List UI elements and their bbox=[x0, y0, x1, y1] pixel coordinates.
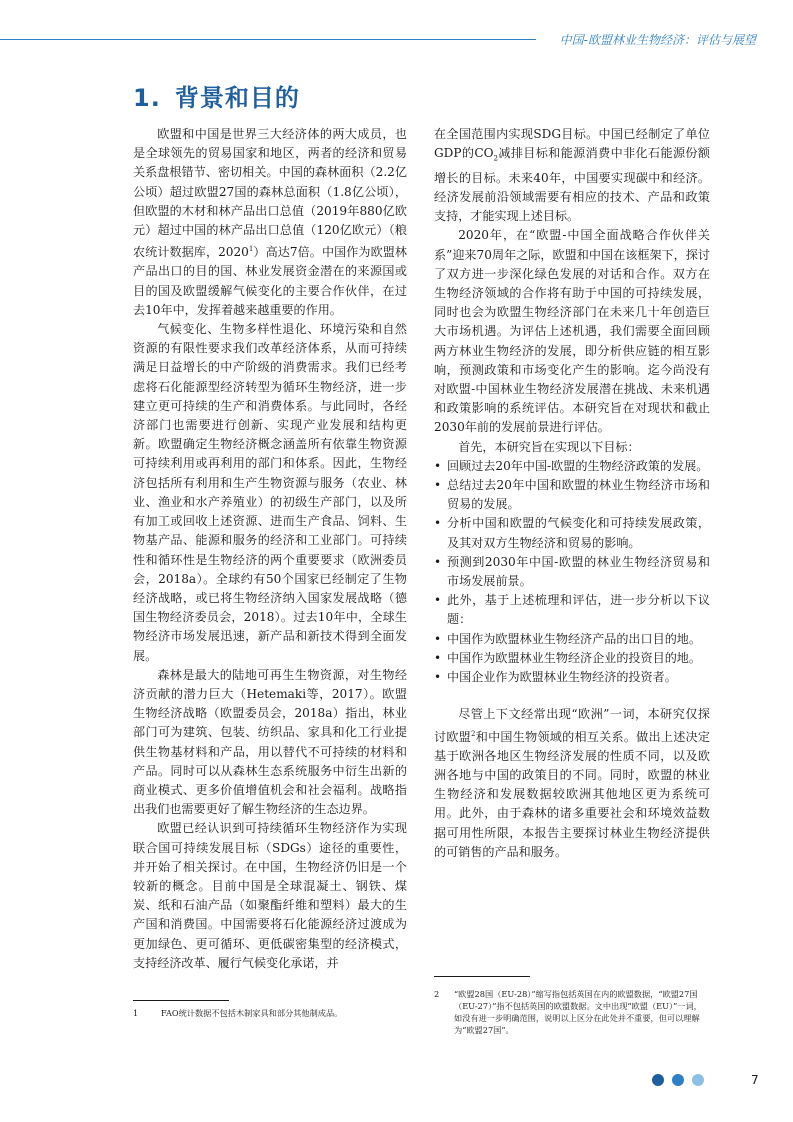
section-title-text: 背景和目的 bbox=[174, 84, 300, 112]
paragraph: 在全国范围内实现SDG目标。中国已经制定了单位GDP的$CO_2$减排目标和能源消费中非化石能源份额增长的目标。未来40年，中国要实现碳中和经济。经济发展前沿领域需要有相应的技术、产品和政策支持，才能实现上述目标。 bbox=[434, 127, 710, 224]
bullet-icon: • bbox=[434, 593, 442, 608]
footnote-ref-1: 1 bbox=[248, 245, 254, 254]
footnote-1: 1 FAO统计数据不包括木制家具和部分其他制成品。 bbox=[133, 1008, 343, 1018]
goals-list bbox=[434, 457, 710, 687]
list-item: • 回顾过去20年中国-欧盟的生物经济政策的发展。 bbox=[434, 457, 710, 476]
bullet-icon: • bbox=[434, 670, 442, 685]
footnote-ref-2: 2 bbox=[471, 729, 476, 738]
list-item: • 中国作为欧盟林业生物经济产品的出口目的地。 bbox=[434, 630, 710, 649]
bullet-icon: • bbox=[434, 631, 442, 646]
paragraph: 欧盟已经认识到可持续循环生物经济作为实现联合国可持续发展目标（SDGs）途径的重要性，并开始了相关探讨。在中国，生物经济仍旧是一个较新的概念。目前中国是全球混凝土、钢铁、煤炭、纸和石油产品（如聚酯纤维和塑料）最大的生产国和消费国。中国需要将石化能源经济过渡成为更加绿色、更可循环、更低碳密集型的经济模式，支持经济改革、履行气候变化承诺，并 bbox=[133, 821, 407, 970]
list-item: • 此外，基于上述梳理和评估，进一步分析以下议题： bbox=[434, 593, 710, 627]
paragraph: 首先，本研究旨在实现以下目标： bbox=[458, 439, 640, 454]
page-number: 7 bbox=[751, 1073, 759, 1087]
header-rule bbox=[0, 39, 536, 40]
running-title: 中国-欧盟林业生物经济：评估与展望 bbox=[559, 33, 756, 47]
paragraph: 2020年，在“欧盟-中国全面战略合作伙伴关系”迎来70周年之际，欧盟和中国在该框架下，探讨了双方进一步深化绿色发展的对话和合作。双方在生物经济领域的合作将有助于中国的可持续发展，同时也会为欧盟生物经济部门在未来几十年创造巨大市场机遇。为评估上述机遇，我们需要全面回顾两方林业生物经济的发展，即分析供应链的相互影响，预测政策和市场变化产生的影响。迄今尚没有对欧盟-中国林业生物经济发展潜在挑战、未来机遇和政策影响的系统评估。本研究旨在对现状和截止2030年前的发展前景进行评估。 bbox=[434, 228, 710, 435]
bullet-icon: • bbox=[434, 554, 442, 569]
footnote-2: 2 “欧盟28国（EU-28）”缩写指包括英国在内的欧盟数据，“欧盟27国（EU-27）”指不包括英国的欧盟数据。文中出现“欧盟（EU）”一词，如没有进一步明确范围，说明以上区分在此处并不重要，但可以理解为“欧盟27国”。 bbox=[434, 989, 702, 1035]
dot-icon bbox=[652, 1074, 664, 1086]
list-item: • 预测到2030年中国-欧盟的林业生物经济贸易和市场发展前景。 bbox=[434, 554, 710, 589]
dot-icon bbox=[672, 1074, 684, 1086]
list-item: • 分析中国和欧盟的气候变化和可持续发展政策，及其对双方生物经济和贸易的影响。 bbox=[434, 516, 710, 550]
bullet-icon: • bbox=[434, 650, 442, 665]
paragraph: 森林是最大的陆地可再生生物资源，对生物经济贡献的潜力巨大（Hetemaki等，2017）。欧盟生物经济战略（欧盟委员会，2018a）指出，林业部门可为建筑、包装、纺织品、家具和化工行业提供生物基材料和产品，用以替代不可持续的材料和产品。同时可以从森林生态系统服务中衍生出新的商业模式、更多价值增值机会和社会福利。战略指出我们也需要更好了解生物经济的生态边界。 bbox=[133, 667, 407, 817]
section-number: 1. bbox=[133, 84, 161, 112]
paragraph: 欧盟和中国是世界三大经济体的两大成员，也是全球领先的贸易国家和地区，两者的经济和贸易关系盘根错节、密切相关。中国的森林面积（2.2亿公顷）超过欧盟27国的森林总面积（1.8亿公顷），但欧盟的木材和林产品出口总值（2019年880亿欧元）超过中国的林产品出口总值（120亿欧元）（粮农统计数据库，2020$^1$）高达7倍。中国作为欧盟林产品出口的目的国、林业发展资金潜在的来源国或目的国及欧盟缓解气候变化的主要合作伙伴，在过去10年中，发挥着越来越重要的作用。 bbox=[133, 127, 408, 317]
list-item: • 中国企业作为欧盟林业生物经济的投资者。 bbox=[434, 668, 710, 687]
decorative-dots bbox=[652, 1074, 704, 1086]
paragraph: 气候变化、生物多样性退化、环境污染和自然资源的有限性要求我们改革经济体系，从而可持续满足日益增长的中产阶级的消费需求。我们已经考虑将石化能源型经济转型为循环生物经济，进一步建立更可持续的生产和消费体系。与此同时，各经济部门也需要进行创新、实现产业发展和结构更新。欧盟确定生物经济概念涵盖所有依靠生物资源可持续利用或再利用的部门和体系。因此，生物经济包括所有利用和生产生物资源与服务（农业、林业、渔业和水产养殖业）的初级生产部门，以及所有加工或回收上述资源、进而生产食品、饲料、生物基产品、能源和服务的经济和工业部门。可持续性和循环性是生物经济的两个重要要求（欧洲委员会，2018a）。全球约有50个国家已经制定了生物经济战略，或已将生物经济纳入国家发展战略（德国生物经济委员会，2018）。过去10年中，全球生物经济市场发展迅速，新产品和新技术得到全面发展。 bbox=[133, 322, 407, 663]
list-item: • 中国作为欧盟林业生物经济企业的投资目的地。 bbox=[434, 649, 710, 668]
subscript: 2 bbox=[493, 154, 498, 163]
dot-icon bbox=[692, 1074, 704, 1086]
right-column bbox=[434, 125, 710, 862]
bullet-icon: • bbox=[434, 516, 442, 531]
list-item: • 总结过去20年中国和欧盟的林业生物经济市场和贸易的发展。 bbox=[434, 478, 710, 512]
bullet-icon: • bbox=[434, 478, 442, 493]
bullet-icon: • bbox=[434, 458, 442, 473]
footnote-divider bbox=[133, 1000, 229, 1001]
footnote-divider bbox=[434, 976, 530, 977]
section-title bbox=[133, 78, 300, 113]
left-column bbox=[133, 125, 407, 973]
paragraph: 尽管上下文经常出现“欧洲”一词，本研究仅探讨欧盟$^2$和中国生物领域的相互关系。做出上述决定基于欧洲各地区生物经济发展的性质不同，以及欧洲各地与中国的政策目的不同。同时，欧盟的林业生物经济和发展数据较欧洲其他地区更为系统可用。此外，由于森林的诸多重要社会和环境效益数据可用性所限，本报告主要探讨林业生物经济提供的可销售的产品和服务。 bbox=[434, 707, 710, 859]
